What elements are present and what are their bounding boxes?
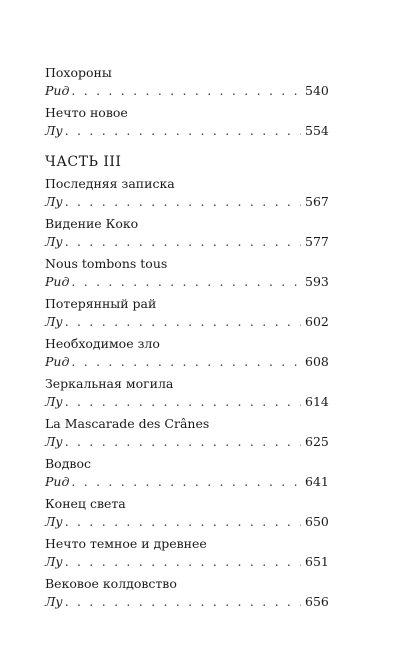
chapter-title: Нечто темное и древнее [45, 536, 207, 551]
chapter-line [45, 393, 327, 410]
page-number: 608 [305, 354, 329, 369]
chapter-title: Конец света [45, 496, 126, 511]
toc-entry [45, 215, 327, 250]
page-number: 577 [305, 234, 329, 249]
page-number: 567 [305, 194, 329, 209]
toc-entry [45, 104, 327, 139]
chapter-line [45, 273, 327, 290]
narrator-name: Лу [45, 434, 63, 449]
page-number: 650 [305, 514, 329, 529]
chapter-line [45, 122, 327, 139]
chapter-line [45, 193, 327, 210]
toc-entry [45, 175, 327, 210]
chapter-title: Видение Коко [45, 216, 139, 231]
chapter-title: Зеркальная могила [45, 376, 174, 391]
table-of-contents [45, 64, 327, 615]
narrator-name: Лу [45, 594, 63, 609]
chapter-title: Последняя записка [45, 176, 175, 191]
chapter-line [45, 313, 327, 330]
chapter-title: Вековое колдовство [45, 576, 177, 591]
chapter-line [45, 513, 327, 530]
dot-leader [65, 313, 301, 330]
page-number: 602 [305, 314, 329, 329]
toc-entry [45, 455, 327, 490]
toc-entry [45, 535, 327, 570]
dot-leader [71, 353, 301, 370]
toc-entry [45, 295, 327, 330]
narrator-name: Лу [45, 394, 63, 409]
narrator-name: Лу [45, 554, 63, 569]
chapter-title: Водвос [45, 456, 91, 471]
narrator-name: Рид [45, 354, 70, 369]
chapter-line [45, 473, 327, 490]
chapter-line [45, 353, 327, 370]
narrator-name: Рид [45, 83, 70, 98]
dot-leader [65, 553, 301, 570]
narrator-name: Лу [45, 234, 63, 249]
toc-entry [45, 375, 327, 410]
dot-leader [65, 193, 301, 210]
dot-leader [65, 393, 301, 410]
page-number: 651 [305, 554, 329, 569]
toc-entry [45, 495, 327, 530]
toc-entry [45, 64, 327, 99]
narrator-name: Лу [45, 514, 63, 529]
page-number: 614 [305, 394, 329, 409]
chapter-title: Необходимое зло [45, 336, 160, 351]
narrator-name: Рид [45, 274, 70, 289]
chapter-title: Нечто новое [45, 105, 128, 120]
toc-entry [45, 575, 327, 610]
page-number: 625 [305, 434, 329, 449]
dot-leader [65, 122, 301, 139]
narrator-name: Лу [45, 314, 63, 329]
toc-entry [45, 335, 327, 370]
dot-leader [71, 273, 301, 290]
narrator-name: Лу [45, 123, 63, 138]
dot-leader [71, 473, 301, 490]
page-number: 641 [305, 474, 329, 489]
chapter-title: La Mascarade des Crânes [45, 416, 210, 431]
page-number: 593 [305, 274, 329, 289]
chapter-title: Nous tombons tous [45, 256, 168, 271]
narrator-name: Лу [45, 194, 63, 209]
toc-entry [45, 255, 327, 290]
chapter-line [45, 433, 327, 450]
chapter-line [45, 82, 327, 99]
dot-leader [65, 513, 301, 530]
chapter-line [45, 593, 327, 610]
chapter-line [45, 553, 327, 570]
chapter-title: Похороны [45, 65, 112, 80]
dot-leader [65, 433, 301, 450]
page-number: 656 [305, 594, 329, 609]
narrator-name: Рид [45, 474, 70, 489]
page-number: 554 [305, 123, 329, 138]
chapter-line [45, 233, 327, 250]
dot-leader [65, 593, 301, 610]
dot-leader [65, 233, 301, 250]
page-number: 540 [305, 83, 329, 98]
dot-leader [71, 82, 301, 99]
part-heading: ЧАСТЬ III [45, 154, 122, 170]
toc-entry [45, 415, 327, 450]
chapter-title: Потерянный рай [45, 296, 157, 311]
